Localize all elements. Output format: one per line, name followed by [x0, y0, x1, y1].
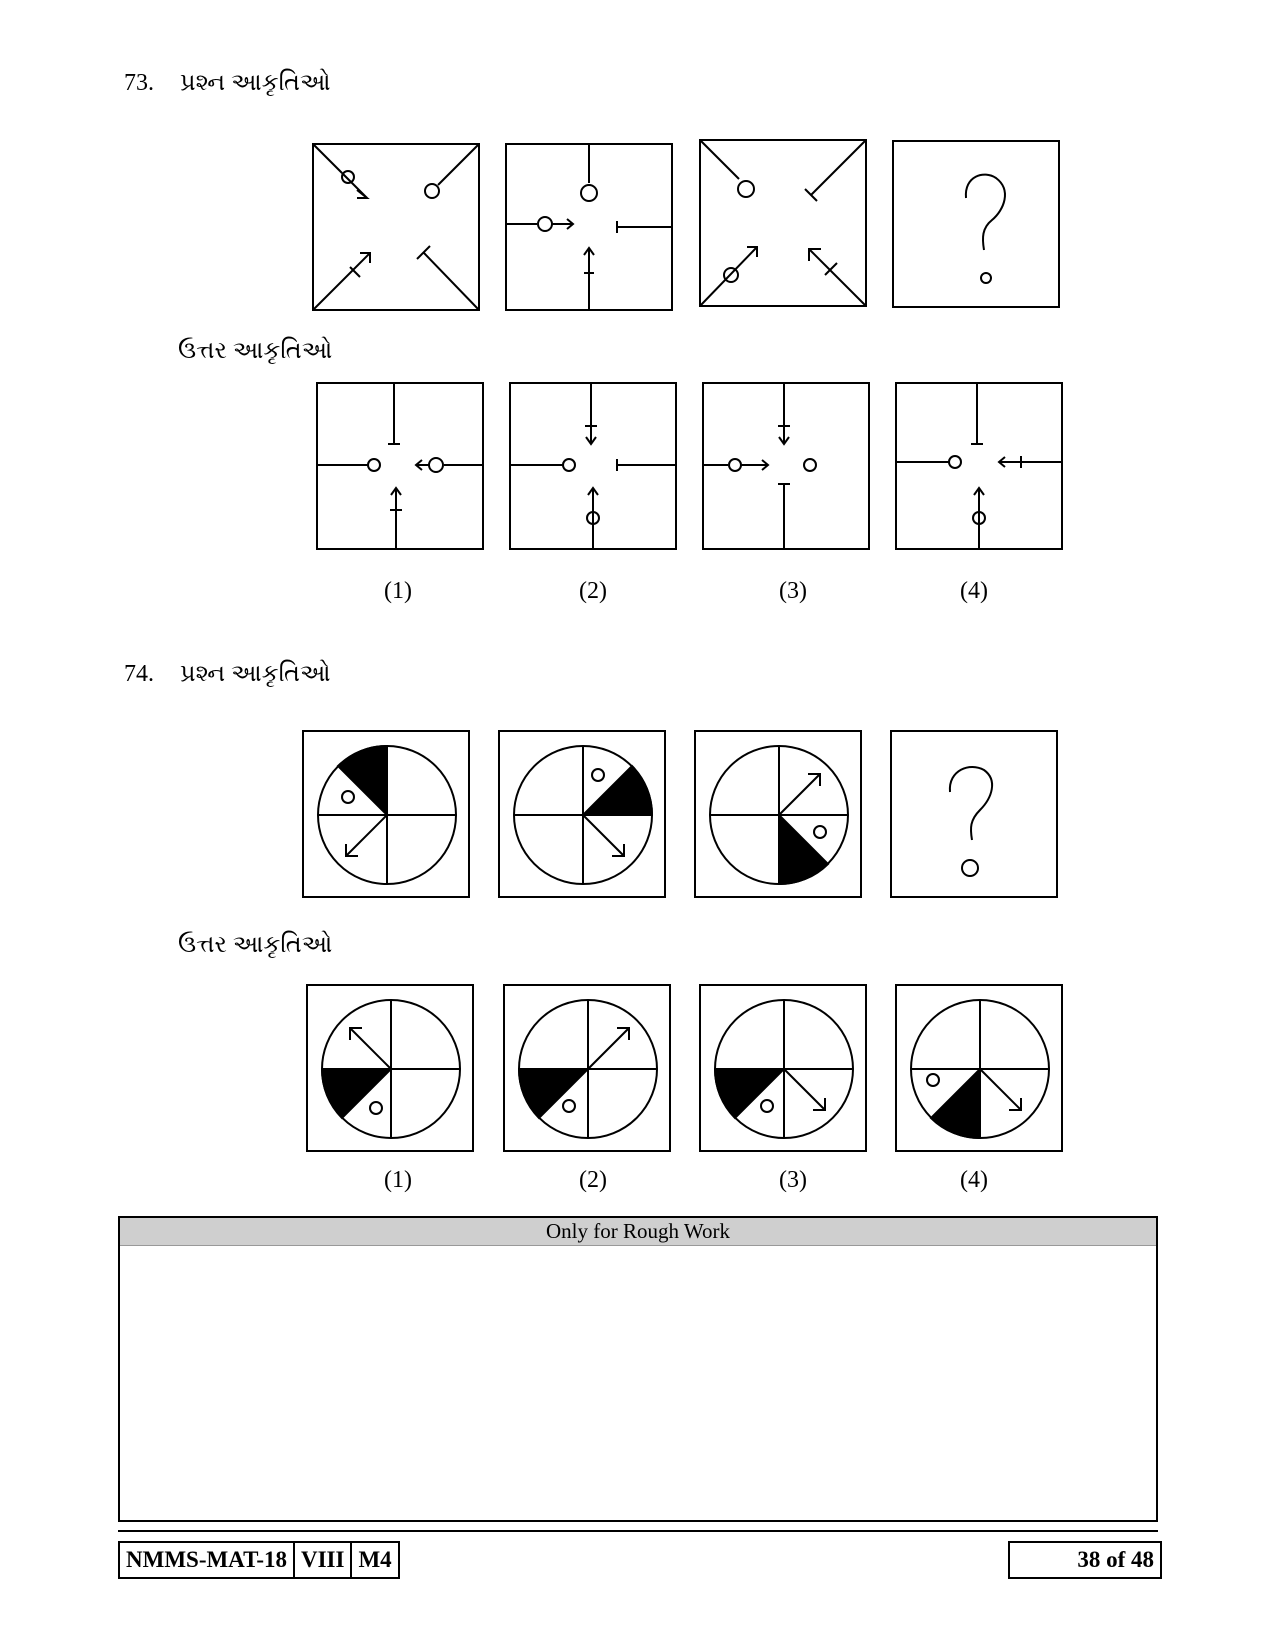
footer-code-box: [118, 1541, 400, 1579]
q74-option-4-label: (4): [960, 1167, 988, 1193]
q74-question-figure-unknown: [890, 730, 1058, 898]
q74-question-figure-3: [694, 730, 862, 898]
q73-number: 73.: [124, 70, 154, 96]
q73-question-figure-unknown: [892, 140, 1060, 308]
rough-work-heading: Only for Rough Work: [120, 1218, 1156, 1246]
q74-answer-heading: ઉત્તર આકૃતિઓ: [178, 932, 333, 958]
q73-question-figure-3: [699, 139, 867, 307]
q74-number: 74.: [124, 661, 154, 687]
q74-option-1-label: (1): [384, 1167, 412, 1193]
q74-question-figure-2: [498, 730, 666, 898]
q73-option-3-label: (3): [779, 578, 807, 604]
q73-title: પ્રશ્ન આકૃતિઓ: [180, 70, 331, 96]
q74-option-2-label: (2): [579, 1167, 607, 1193]
q73-question-figure-2: [505, 143, 673, 311]
q73-option-1[interactable]: [316, 382, 484, 550]
footer-paper-code: NMMS-MAT-18: [120, 1543, 295, 1577]
q73-option-1-label: (1): [384, 578, 412, 604]
q74-option-4[interactable]: [895, 984, 1063, 1152]
q73-heading: [124, 70, 330, 97]
footer-set: M4: [358, 1547, 392, 1572]
q73-option-4-label: (4): [960, 578, 988, 604]
q74-option-3-label: (3): [779, 1167, 807, 1193]
q73-answer-heading: ઉત્તર આકૃતિઓ: [178, 338, 333, 364]
q74-heading: [124, 661, 330, 688]
q74-question-figure-1: [302, 730, 470, 898]
q74-option-3[interactable]: [699, 984, 867, 1152]
q74-option-2[interactable]: [503, 984, 671, 1152]
q73-question-figure-1: [312, 143, 480, 311]
q73-option-2[interactable]: [509, 382, 677, 550]
rough-work-box: [118, 1216, 1158, 1522]
q74-title: પ્રશ્ન આકૃતિઓ: [180, 661, 331, 687]
footer-page-number: 38 of 48: [1008, 1541, 1162, 1579]
footer-divider: [118, 1530, 1158, 1532]
q74-option-1[interactable]: [306, 984, 474, 1152]
q73-option-3[interactable]: [702, 382, 870, 550]
q73-option-2-label: (2): [579, 578, 607, 604]
footer-class: VIII: [295, 1543, 352, 1577]
q73-option-4[interactable]: [895, 382, 1063, 550]
